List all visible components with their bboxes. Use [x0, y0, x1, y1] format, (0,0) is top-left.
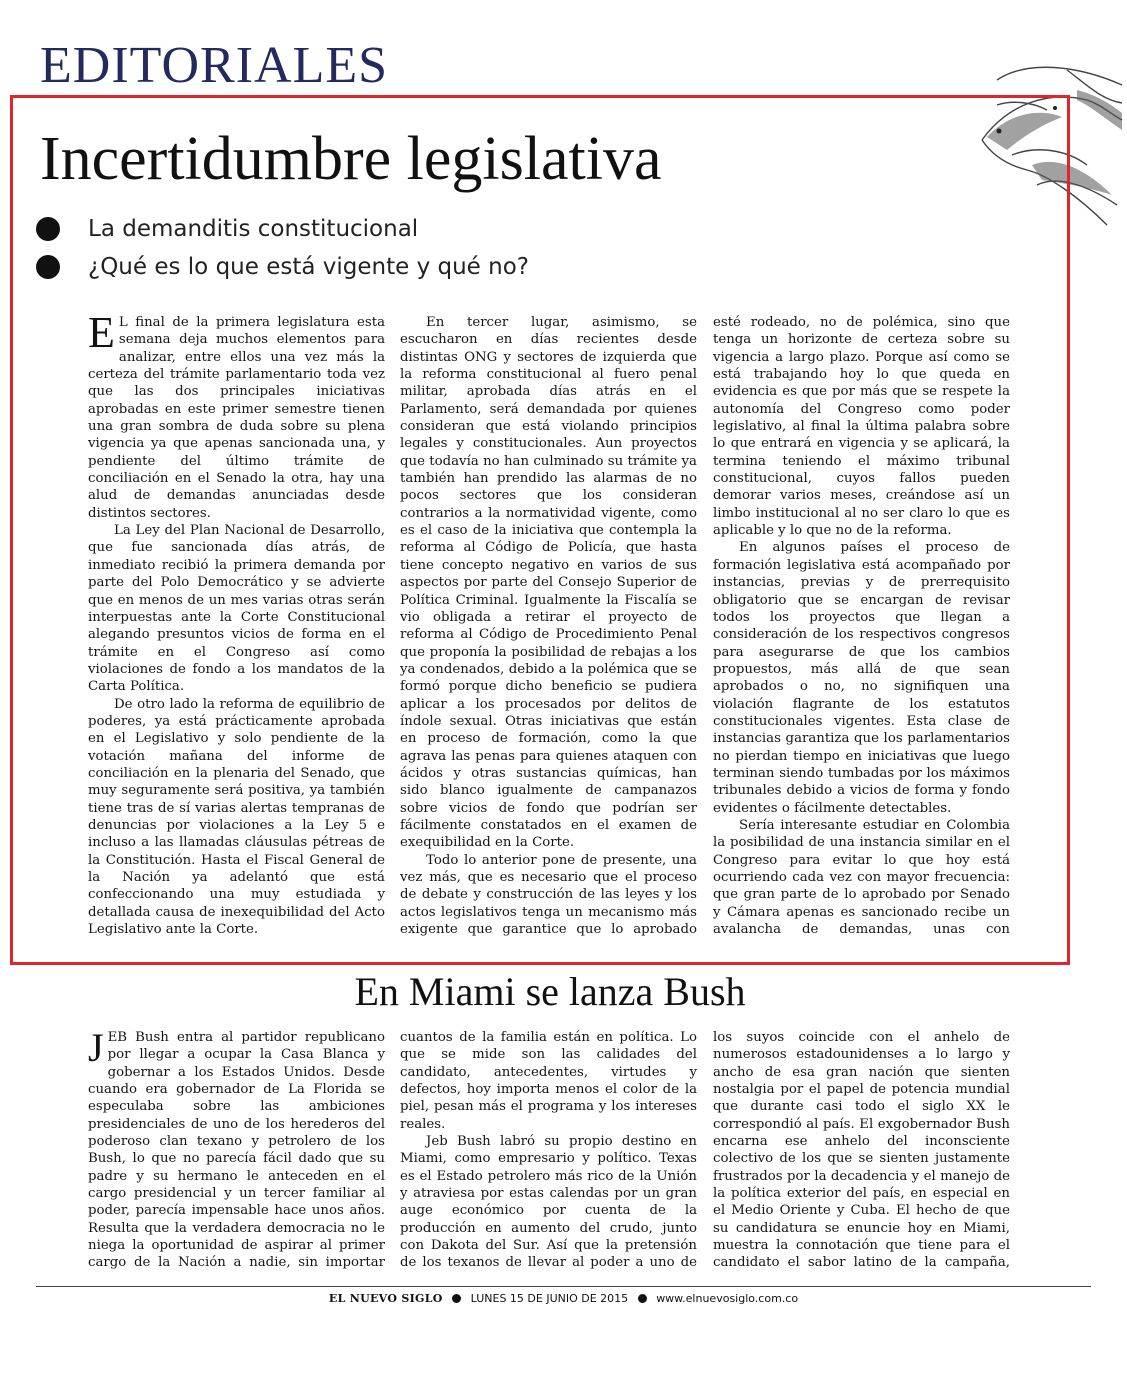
editorial-column-3 [713, 314, 1010, 954]
bush-paragraph: los suyos coincide con el anhelo de numerosos estadounidenses a lo largo y ancho de esa gran nación que sienten nostalgia por el papel de potencia mundial que durante casi todo el siglo XX le correspondió al país. El exgobernador Bush encarna ese anhelo del inconsciente colectivo de los que se sienten justamente frustrados por la decadencia y el manejo de la política exterior del país, en especial en el Medio Oriente y Cuba. El hecho de que su candidatura se enuncie hoy en Miami, muestra la connotación que tiene para el candidato el sabor latino de la campaña, [713, 1030, 1010, 1271]
subheading-text: La demanditis constitucional [88, 216, 419, 242]
bush-paragraph: JEB Bush entra al partidor republicano por llegar a ocupar la Casa Blanca y gobernar a los Estados Unidos. Desde cuando era gobernador de La Florida se especulaba sobre las ambiciones presidenciales de uno de los herederos del poderoso clan texano y petrolero de los Bush, lo que no parecía fácil dado que su padre y su hermano le anteceden en el cargo presidencial y un tercer familiar al poder, parecía impensable hace unos años. Resulta que la verdadera democracia no le niega la oportunidad de aspirar al primer cargo de la Nación a nadie, sin importar [88, 1025, 385, 1271]
editorial-subheadings [36, 210, 529, 286]
separator-dot-icon [452, 1294, 461, 1303]
editorial-paragraph: La Ley del Plan Nacional de Desarrollo, que fue sancionada días atrás, de inmediato recibió la primera demanda por parte del Polo Democrático y se advierte que en menos de un mes varias otras serán interpuestas ante la Corte Constitucional alegando presuntos vicios de forma en el trámite en el Congreso así como violaciones de fondo a los mandatos de la Carta Política. [88, 523, 385, 695]
separator-dot-icon [638, 1294, 647, 1303]
newspaper-brand: EL NUEVO SIGLO [328, 1292, 443, 1305]
footer-website: www.elnuevosiglo.com.co [656, 1292, 799, 1305]
bush-dropcap: J [88, 1025, 104, 1070]
bush-column-2 [400, 1029, 697, 1274]
editorial-paragraph: En tercer lugar, asimismo, se escucharon en días recientes desde distintas ONG y sectores de izquierda que la reforma constitucional al fuero penal militar, aprobada días atrás en el Parlamento, será demandada por quienes consideran que está violando principios legales y constitucionales. Aun proyectos que todavía no han culminado su trámite ya también han prendido las alarmas de no pocos sectores que los consideran contrarios a la normatividad vigente, como es el caso de la iniciativa que contempla la reforma al Código de Policía, que hasta tiene concepto negativo en varios de sus aspectos por parte del Consejo Superior de Política Criminal. Igualmente la Fiscalía se vio obligada a retirar el proyecto de reforma al Código de Procedimiento Penal que proponía la posibilidad de rebajas a los ya condenados, debido a la polémica que se formó porque dicho beneficio se pudiera aplicar a los procesados por delitos de índole sexual. Otras iniciativas que están en proceso de formación, como la que agrava las penas para quienes ataquen con ácidos y otras sustancias químicas, han sido blanco igualmente de campanazos sobre vicios de fondo que podrían ser fácilmente constatados en el examen de exequibilidad en la Corte. [400, 315, 697, 851]
editorial-paragraph: Sería interesante estudiar en Colombia la posibilidad de una instancia similar en el Congreso para evitar lo que hoy está ocurriendo cada vez con mayor frecuencia: que gran parte de lo aprobado por Senado y Cámara apenas es sancionado recibe un avalancha de demandas, unas con [713, 817, 1010, 938]
subheading-text: ¿Qué es lo que está vigente y qué no? [88, 254, 529, 280]
bush-paragraph: cuantos de la familia están en política. Lo que se mide son las calidades del candidato, antecedentes, virtudes y defectos, hoy importa menos el color de la piel, pesan más el programa y los intereses reales. [400, 1030, 697, 1132]
editorial-paragraph: Todo lo anterior pone de presente, una vez más, que es necesario que el proceso de debate y construcción de las leyes y los actos legislativos tenga un mecanismo más exigente que garantice que lo aprobado [400, 852, 697, 938]
bush-column-1 [88, 1025, 385, 1274]
editorial-column-2 [400, 314, 697, 954]
bullet-dot-icon [36, 255, 60, 279]
editorial-paragraph: En algunos países el proceso de formación legislativa está acompañado por instancias, previas y de prerrequisito obligatorio que se encargan de revisar todos los proyectos que llegan a consideración de los respectivos congresos para asegurarse de que los cambios propuestos, más allá de que sean aprobados o no, no signifiquen una violación flagrante de los estatutos constitucionales vigentes. Esta clase de instancias garantiza que los parlamentarios no pierdan tiempo en iniciativas que luego terminan siendo tumbadas por los máximos tribunales debido a vicios de forma y fondo evidentes o fácilmente detectables. [713, 540, 1010, 816]
section-title: EDITORIALES [40, 37, 389, 94]
subheading-item [36, 248, 529, 286]
editorial-paragraph: esté rodeado, no de polémica, sino que tenga un horizonte de certeza sobre su vigencia a largo plazo. Porque así como se está trabajando hoy lo que queda en evidencia es que por más que se respete la autonomía del Congreso como poder legislativo, al final la última palabra sobre lo que entrará en vigencia y se aplicará, la termina teniendo el máximo tribunal constitucional, cuyos fallos pueden demorar varios meses, creándose así un limbo institucional al no ser claro lo que es aplicable y lo que no de la reforma. [713, 315, 1010, 539]
editorial-dropcap: E [88, 308, 115, 357]
editorial-headline: Incertidumbre legislativa [40, 125, 662, 193]
bullet-dot-icon [36, 217, 60, 241]
editorial-paragraph: De otro lado la reforma de equilibrio de poderes, ya está prácticamente aprobada en el Legislativo y solo pendiente de la votación mañana del informe de conciliación en la plenaria del Senado, que muy seguramente será positiva, ya también tiene tras de sí varias alertas tempranas de denuncias por violaciones a la Ley 5 e incluso a las llamadas cláusulas pétreas de la Constitución. Hasta el Fiscal General de la Nación ya adelantó que está confeccionando una muy estudiada y detallada causa de inexequibilidad del Acto Legislativo ante la Corte. [88, 696, 385, 938]
page-footer [0, 1292, 1127, 1305]
editorial-paragraph: E L final de la primera legislatura esta semana deja muchos elementos para analizar, entre ellos una vez más la certeza del trámite parlamentario toda vez que las dos principales iniciativas aprobadas en este primer semestre tienen una gran sombra de duda sobre su plena vigencia ya que apenas sancionada una, y pendiente del último trámite de conciliación en el Senado la otra, hay una alud de demandas anunciadas desde distintos sectores. [88, 308, 385, 521]
footer-rule [36, 1286, 1091, 1287]
footer-date: LUNES 15 DE JUNIO DE 2015 [470, 1292, 629, 1305]
subheading-item [36, 210, 529, 248]
bush-paragraph: Jeb Bush labró su propio destino en Miami, como empresario y político. Texas es el Estado petrolero más rico de la Unión y atraviesa por estas calendas por un gran auge económico por cuenta de la producción en aumento del crudo, junto con Dakota del Sur. Así que la pretensión de los texanos de llevar al poder a uno de [400, 1134, 697, 1271]
bush-headline: En Miami se lanza Bush [354, 969, 746, 1014]
editorial-column-1 [88, 308, 385, 954]
bush-column-3 [713, 1029, 1010, 1274]
